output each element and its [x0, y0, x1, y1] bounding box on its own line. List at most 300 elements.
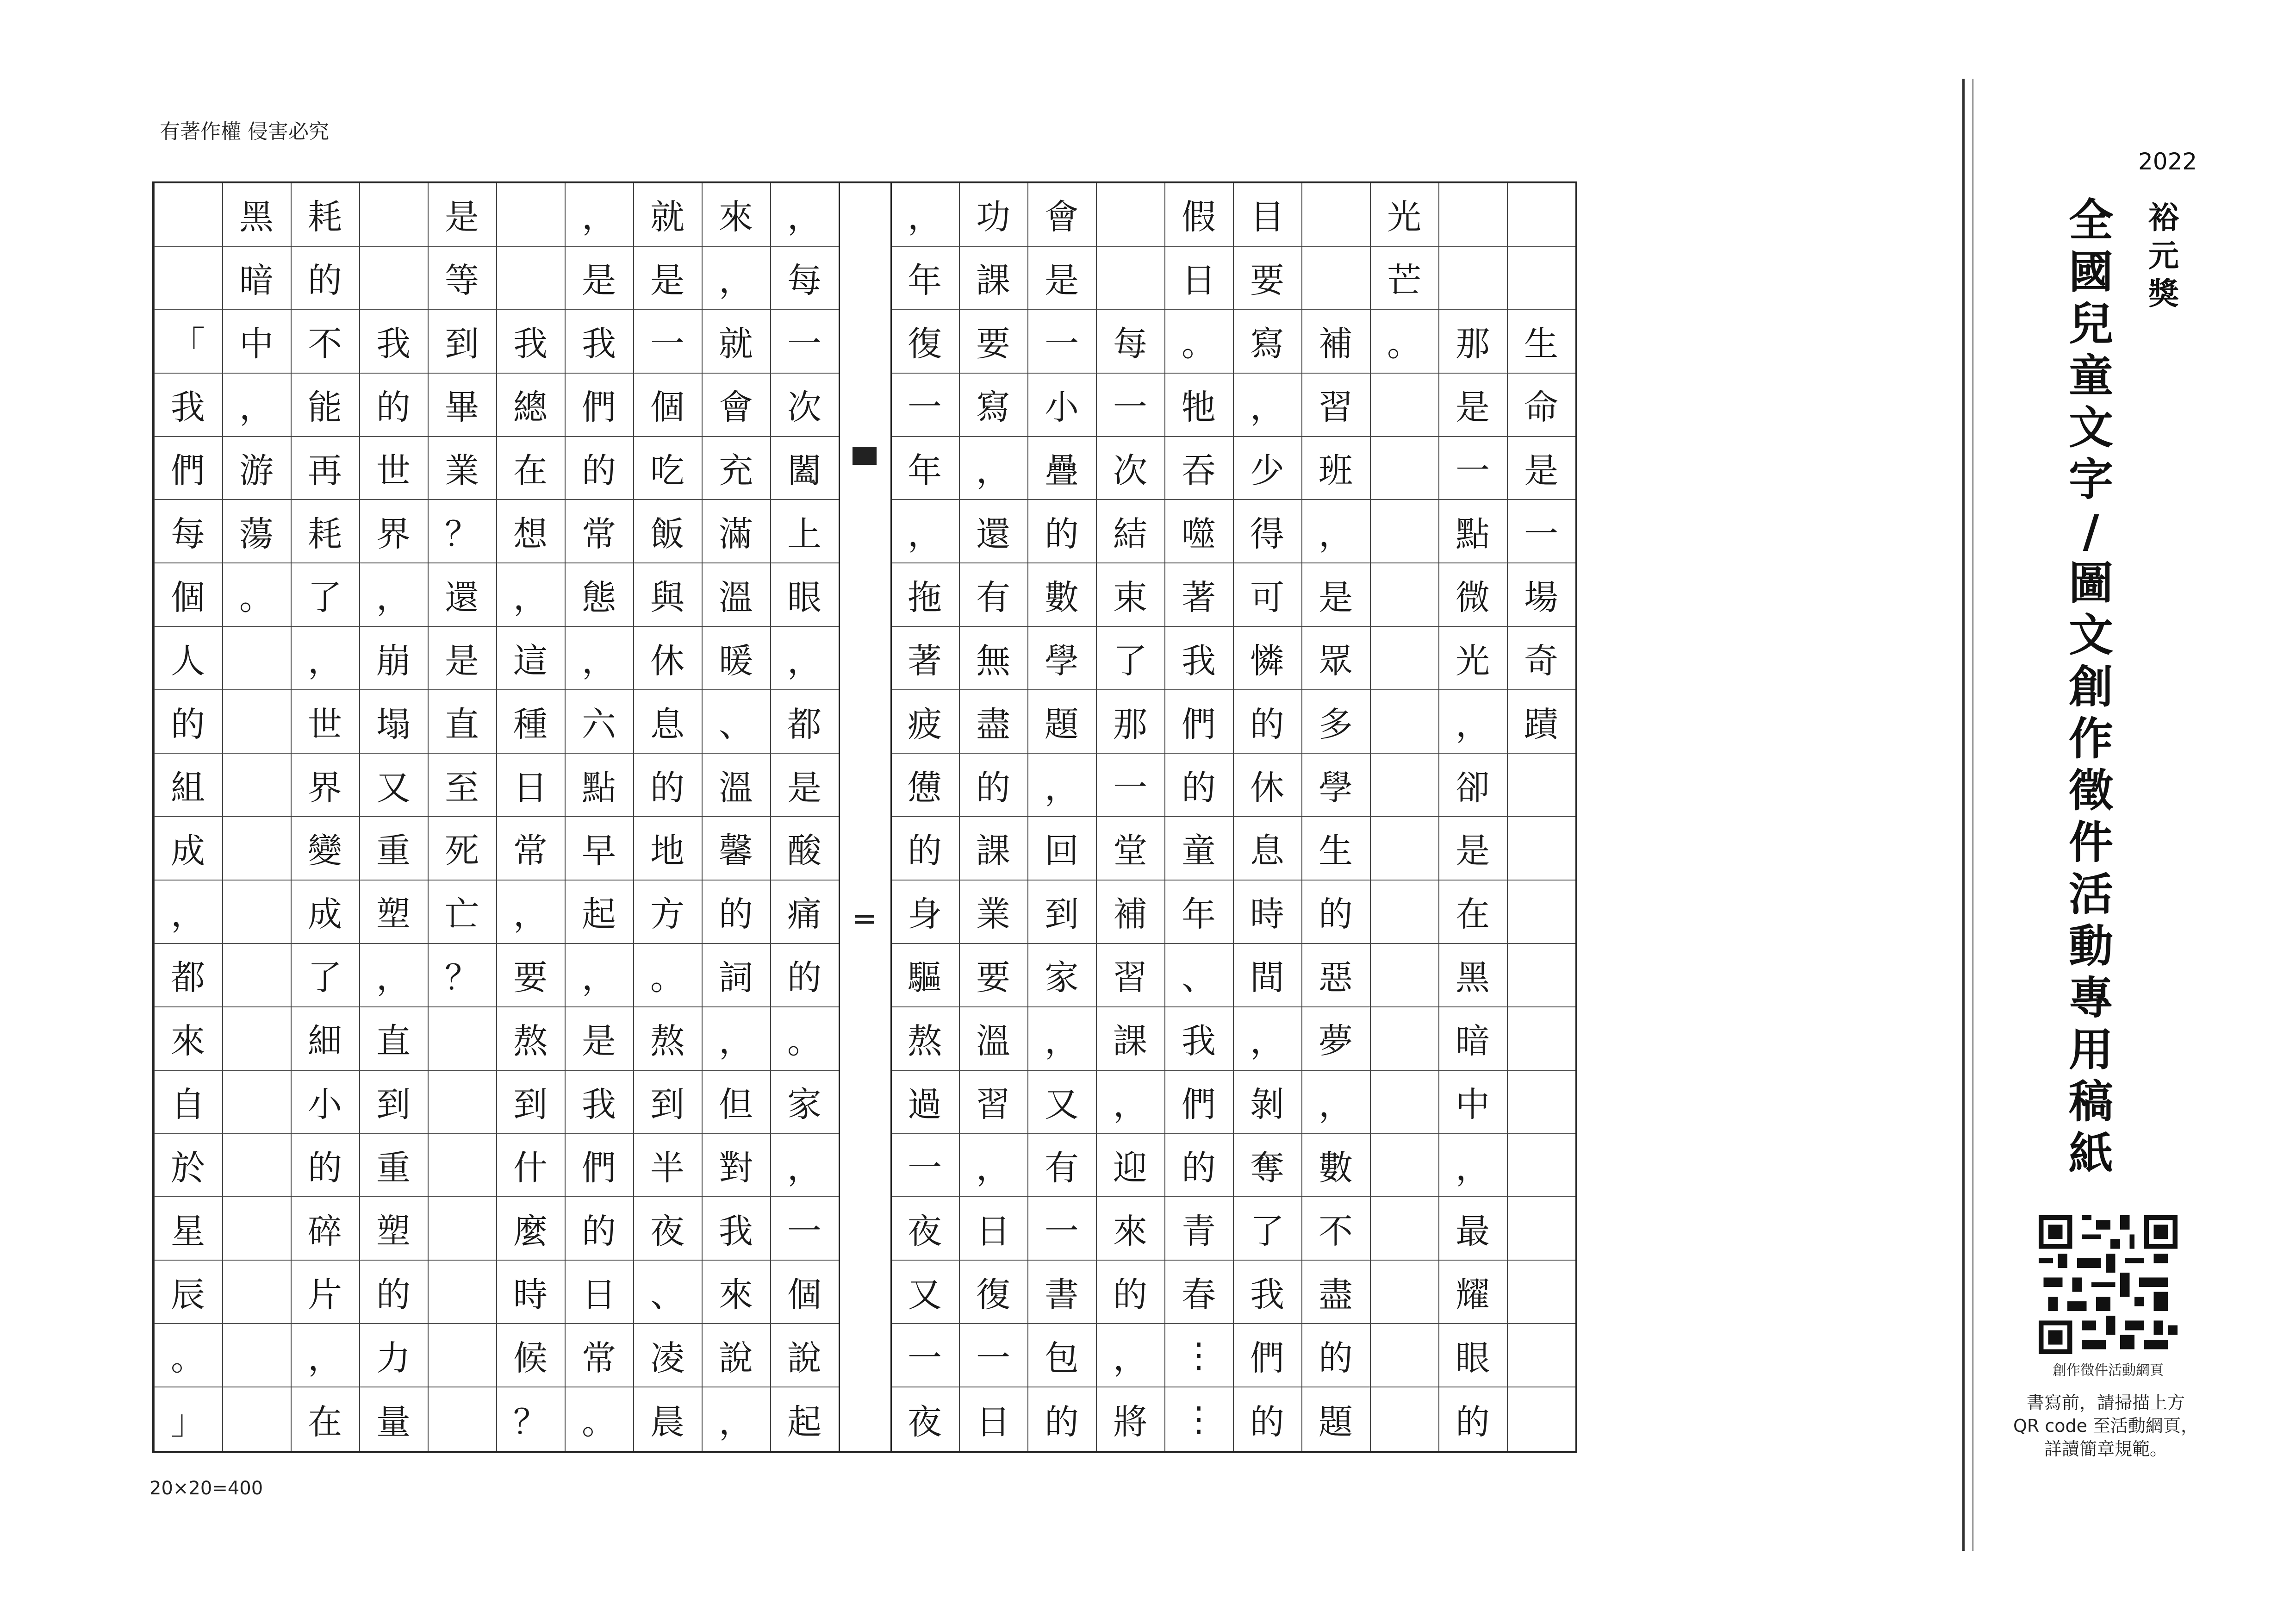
manuscript-cell: 我 — [702, 1197, 770, 1261]
manuscript-cell: 的 — [633, 754, 702, 817]
manuscript-cell — [222, 1324, 291, 1387]
manuscript-cell: 黑 — [222, 183, 291, 247]
manuscript-cell — [1507, 881, 1575, 944]
column-divider — [770, 183, 771, 1451]
manuscript-cell: 到 — [428, 310, 496, 374]
manuscript-cell: 結 — [1096, 500, 1164, 564]
manuscript-cell: 起 — [565, 881, 633, 944]
manuscript-cell: 細 — [291, 1007, 359, 1071]
manuscript-cell: 的 — [1164, 754, 1233, 817]
manuscript-cell: 了 — [291, 944, 359, 1007]
manuscript-cell: 六 — [565, 690, 633, 754]
column-divider — [1370, 183, 1371, 1451]
form-title-char: 國 — [2069, 246, 2113, 298]
manuscript-cell — [1096, 183, 1164, 247]
manuscript-cell — [1370, 374, 1438, 437]
manuscript-cell: 的 — [770, 944, 839, 1007]
manuscript-cell: ⋮ — [1164, 1324, 1233, 1387]
side-divider-line-inner — [1972, 79, 1973, 1551]
manuscript-cell — [1438, 183, 1507, 247]
manuscript-cell: 半 — [633, 1134, 702, 1198]
manuscript-cell: 了 — [1233, 1197, 1301, 1261]
manuscript-cell: 一 — [770, 1197, 839, 1261]
manuscript-cell: ， — [890, 183, 959, 247]
manuscript-cell: 是 — [428, 627, 496, 690]
manuscript-cell: 眾 — [1301, 627, 1370, 690]
manuscript-cell: 什 — [496, 1134, 565, 1198]
manuscript-cell: 是 — [1027, 247, 1096, 310]
manuscript-cell: 蹟 — [1507, 690, 1575, 754]
manuscript-cell — [154, 183, 222, 247]
manuscript-cell: 的 — [1164, 1134, 1233, 1198]
manuscript-cell: 酸 — [770, 817, 839, 881]
manuscript-cell: 還 — [428, 563, 496, 627]
manuscript-cell: 組 — [154, 754, 222, 817]
manuscript-cell: 闔 — [770, 437, 839, 500]
manuscript-cell: 班 — [1301, 437, 1370, 500]
form-title-char: 兒 — [2069, 298, 2113, 350]
manuscript-cell: 惡 — [1301, 944, 1370, 1007]
manuscript-cell: 有 — [1027, 1134, 1096, 1198]
manuscript-cell: 塑 — [359, 881, 428, 944]
manuscript-cell: 間 — [1233, 944, 1301, 1007]
column-divider — [702, 183, 703, 1451]
manuscript-cell: 能 — [291, 374, 359, 437]
manuscript-cell: 一 — [890, 374, 959, 437]
manuscript-cell: 的 — [1045, 1402, 1079, 1442]
manuscript-cell: 課 — [1096, 1007, 1164, 1071]
manuscript-cell — [1507, 1387, 1575, 1451]
manuscript-cell — [428, 1197, 496, 1261]
manuscript-cell: 小 — [1027, 374, 1096, 437]
manuscript-cell: 個 — [633, 374, 702, 437]
manuscript-cell — [1370, 1071, 1438, 1134]
form-title-char: 圖 — [2069, 557, 2113, 609]
manuscript-cell: 休 — [1233, 754, 1301, 817]
manuscript-cell — [1370, 690, 1438, 754]
manuscript-cell — [1301, 247, 1370, 310]
manuscript-cell: 課 — [959, 817, 1027, 881]
manuscript-cell — [359, 183, 428, 247]
manuscript-cell — [222, 1387, 291, 1451]
manuscript-cell: ， — [496, 881, 565, 944]
manuscript-cell: 馨 — [702, 817, 770, 881]
manuscript-cell: 的 — [291, 1134, 359, 1198]
manuscript-cell: 與 — [633, 563, 702, 627]
manuscript-cell — [1301, 183, 1370, 247]
manuscript-cell: 盡 — [959, 690, 1027, 754]
manuscript-cell: 溫 — [702, 754, 770, 817]
manuscript-cell: 迎 — [1096, 1134, 1164, 1198]
manuscript-cell: ， — [1096, 1071, 1164, 1134]
manuscript-cell: ， — [565, 183, 633, 247]
manuscript-cell: ， — [496, 563, 565, 627]
qr-code-icon[interactable] — [2039, 1215, 2178, 1354]
manuscript-cell: ， — [1027, 1007, 1096, 1071]
manuscript-cell: 場 — [1507, 563, 1575, 627]
gutter-divider — [890, 183, 892, 1451]
form-title-char: 稿 — [2069, 1076, 2113, 1128]
manuscript-cell: 是 — [1438, 817, 1507, 881]
manuscript-cell: ， — [1233, 374, 1301, 437]
manuscript-cell — [1370, 944, 1438, 1007]
manuscript-cell: 塌 — [359, 690, 428, 754]
manuscript-cell: 都 — [154, 944, 222, 1007]
manuscript-cell: 次 — [1096, 437, 1164, 500]
manuscript-cell: 目 — [1233, 183, 1301, 247]
manuscript-cell: 辰 — [154, 1261, 222, 1324]
manuscript-cell: 年 — [890, 437, 959, 500]
manuscript-cell: 夜 — [908, 1402, 942, 1442]
manuscript-cell: 還 — [959, 500, 1027, 564]
manuscript-cell: 無 — [959, 627, 1027, 690]
manuscript-cell: 常 — [565, 500, 633, 564]
manuscript-cell: 息 — [1233, 817, 1301, 881]
manuscript-cell: 想 — [496, 500, 565, 564]
manuscript-column — [1164, 183, 1233, 1451]
manuscript-cell: 到 — [496, 1071, 565, 1134]
copyright-notice: 有著作權 侵害必究 — [160, 120, 329, 144]
manuscript-cell: 、 — [702, 690, 770, 754]
manuscript-cell: 驅 — [890, 944, 959, 1007]
manuscript-cell — [1370, 1197, 1438, 1261]
manuscript-cell: 一 — [890, 1134, 959, 1198]
manuscript-cell: 的 — [1096, 1261, 1164, 1324]
manuscript-cell: 一 — [1438, 437, 1507, 500]
manuscript-cell: 是 — [428, 183, 496, 247]
manuscript-cell: ， — [359, 944, 428, 1007]
manuscript-cell: 。 — [633, 944, 702, 1007]
manuscript-cell — [428, 1134, 496, 1198]
manuscript-cell: 我 — [359, 310, 428, 374]
manuscript-cell: ， — [565, 944, 633, 1007]
manuscript-cell: 自 — [154, 1071, 222, 1134]
manuscript-cell: 總 — [496, 374, 565, 437]
manuscript-column — [1507, 183, 1575, 1451]
manuscript-cell: 眼 — [770, 563, 839, 627]
form-title-char: 童 — [2069, 350, 2113, 402]
manuscript-cell: 耗 — [291, 500, 359, 564]
manuscript-cell: 暖 — [702, 627, 770, 690]
manuscript-cell: 日 — [1164, 247, 1233, 310]
manuscript-cell — [222, 881, 291, 944]
column-divider — [1233, 183, 1234, 1451]
manuscript-cell — [1507, 183, 1575, 247]
manuscript-cell: 直 — [428, 690, 496, 754]
form-title-char: / — [2083, 506, 2099, 557]
manuscript-cell: 最 — [1438, 1197, 1507, 1261]
manuscript-cell: ， — [1233, 1007, 1301, 1071]
manuscript-cell: 過 — [890, 1071, 959, 1134]
manuscript-cell: 的 — [702, 881, 770, 944]
manuscript-cell: 就 — [633, 183, 702, 247]
manuscript-cell: 們 — [565, 374, 633, 437]
manuscript-cell: 詞 — [702, 944, 770, 1007]
manuscript-cell — [428, 1387, 496, 1451]
manuscript-cell: 一 — [1027, 1197, 1096, 1261]
manuscript-column — [1027, 183, 1096, 1451]
form-title-char: 字 — [2069, 454, 2113, 506]
manuscript-cell: 光 — [1438, 627, 1507, 690]
manuscript-cell — [1370, 627, 1438, 690]
manuscript-cell: 疊 — [1027, 437, 1096, 500]
manuscript-cell: 學 — [1027, 627, 1096, 690]
manuscript-cell: ， — [1027, 754, 1096, 817]
manuscript-cell — [1370, 1007, 1438, 1071]
manuscript-cell: 有 — [959, 563, 1027, 627]
manuscript-cell: 一 — [633, 310, 702, 374]
manuscript-cell: 夢 — [1301, 1007, 1370, 1071]
manuscript-cell: 青 — [1164, 1197, 1233, 1261]
manuscript-cell: 著 — [890, 627, 959, 690]
manuscript-cell: 世 — [359, 437, 428, 500]
manuscript-cell: 是 — [565, 1007, 633, 1071]
manuscript-cell: 束 — [1096, 563, 1164, 627]
manuscript-cell: 不 — [1301, 1197, 1370, 1261]
manuscript-cell: 微 — [1438, 563, 1507, 627]
manuscript-cell: 塑 — [359, 1197, 428, 1261]
manuscript-cell — [1370, 881, 1438, 944]
manuscript-cell: 的 — [565, 437, 633, 500]
manuscript-cell: 量 — [376, 1402, 411, 1442]
manuscript-cell: 牠 — [1164, 374, 1233, 437]
manuscript-cell: 個 — [770, 1261, 839, 1324]
manuscript-cell: 世 — [291, 690, 359, 754]
award-name-char: 獎 — [2148, 276, 2179, 312]
manuscript-cell: 這 — [496, 627, 565, 690]
manuscript-cell: 數 — [1301, 1134, 1370, 1198]
qr-caption: 創作徵件活動網頁 — [2053, 1362, 2164, 1379]
manuscript-cell: 直 — [359, 1007, 428, 1071]
manuscript-cell: 。 — [1164, 310, 1233, 374]
manuscript-cell: 飯 — [633, 500, 702, 564]
manuscript-cell: 我 — [154, 374, 222, 437]
manuscript-cell: 地 — [633, 817, 702, 881]
form-title-char: 專 — [2069, 972, 2113, 1024]
manuscript-cell: 家 — [770, 1071, 839, 1134]
gutter-divider — [839, 183, 840, 1451]
form-title-char: 創 — [2069, 661, 2113, 713]
manuscript-cell: 一 — [1507, 500, 1575, 564]
column-divider — [959, 183, 960, 1451]
manuscript-cell: 家 — [1027, 944, 1096, 1007]
manuscript-cell: 的 — [359, 1261, 428, 1324]
column-divider — [633, 183, 634, 1451]
manuscript-cell: 又 — [1027, 1071, 1096, 1134]
manuscript-cell: 點 — [565, 754, 633, 817]
manuscript-column — [359, 183, 428, 1451]
manuscript-cell — [428, 1324, 496, 1387]
manuscript-cell: ， — [702, 1007, 770, 1071]
manuscript-cell: ， — [770, 627, 839, 690]
manuscript-cell: 游 — [222, 437, 291, 500]
manuscript-cell — [1370, 1261, 1438, 1324]
manuscript-cell: 奪 — [1233, 1134, 1301, 1198]
manuscript-cell: 日 — [496, 754, 565, 817]
manuscript-cell: ， — [890, 500, 959, 564]
form-title-char: 文 — [2069, 609, 2113, 661]
manuscript-cell: 種 — [496, 690, 565, 754]
manuscript-cell: 蕩 — [222, 500, 291, 564]
manuscript-cell: 變 — [291, 817, 359, 881]
manuscript-cell — [1507, 1197, 1575, 1261]
manuscript-cell: 日 — [959, 1197, 1027, 1261]
manuscript-cell: 功 — [959, 183, 1027, 247]
grid-size-label: 20×20=400 — [149, 1478, 263, 1499]
manuscript-cell: 假 — [1164, 183, 1233, 247]
manuscript-grid — [152, 181, 1577, 1453]
manuscript-cell: 小 — [291, 1071, 359, 1134]
manuscript-cell: 來 — [1096, 1197, 1164, 1261]
manuscript-cell: 都 — [770, 690, 839, 754]
manuscript-cell: 補 — [1096, 881, 1164, 944]
column-divider — [154, 183, 155, 1451]
manuscript-cell — [496, 247, 565, 310]
manuscript-cell — [1370, 563, 1438, 627]
manuscript-cell — [428, 1261, 496, 1324]
manuscript-cell — [154, 247, 222, 310]
manuscript-cell: ， — [770, 1134, 839, 1198]
manuscript-cell: ？ — [428, 944, 496, 1007]
manuscript-cell: 噬 — [1164, 500, 1233, 564]
manuscript-cell: 到 — [1027, 881, 1096, 944]
manuscript-cell — [1370, 437, 1438, 500]
column-divider — [496, 183, 497, 1451]
manuscript-cell — [222, 754, 291, 817]
manuscript-cell: 的 — [154, 690, 222, 754]
form-title-char: 文 — [2069, 402, 2113, 454]
manuscript-cell — [1507, 1261, 1575, 1324]
manuscript-cell: 說 — [770, 1324, 839, 1387]
manuscript-column — [890, 183, 959, 1451]
manuscript-cell: 題 — [1319, 1402, 1353, 1442]
manuscript-cell: 習 — [1096, 944, 1164, 1007]
manuscript-cell: 耗 — [291, 183, 359, 247]
manuscript-cell: 常 — [565, 1324, 633, 1387]
manuscript-cell: 就 — [702, 310, 770, 374]
manuscript-cell: 成 — [154, 817, 222, 881]
award-name — [2147, 199, 2180, 313]
manuscript-cell: 習 — [1301, 374, 1370, 437]
manuscript-cell: ， — [702, 247, 770, 310]
award-name-char: 裕 — [2148, 200, 2179, 236]
manuscript-cell: 生 — [1301, 817, 1370, 881]
manuscript-cell — [1507, 1071, 1575, 1134]
manuscript-cell: 。 — [770, 1007, 839, 1071]
gutter-marker: = — [852, 901, 877, 937]
manuscript-cell: 中 — [222, 310, 291, 374]
manuscript-cell: 滿 — [702, 500, 770, 564]
manuscript-cell: 暗 — [1438, 1007, 1507, 1071]
manuscript-cell: 將 — [1113, 1402, 1147, 1442]
manuscript-cell: 回 — [1027, 817, 1096, 881]
manuscript-cell — [1370, 754, 1438, 817]
qr-instructions-line: 書寫前，請掃描上方 — [2026, 1393, 2185, 1413]
manuscript-cell: 的 — [291, 247, 359, 310]
manuscript-cell: 身 — [890, 881, 959, 944]
manuscript-cell — [222, 1007, 291, 1071]
manuscript-cell: 我 — [1233, 1261, 1301, 1324]
manuscript-cell: 成 — [291, 881, 359, 944]
manuscript-cell: 麼 — [496, 1197, 565, 1261]
manuscript-cell — [222, 1197, 291, 1261]
manuscript-cell: 著 — [1164, 563, 1233, 627]
manuscript-cell: 界 — [291, 754, 359, 817]
manuscript-cell: 上 — [770, 500, 839, 564]
manuscript-cell: 了 — [1096, 627, 1164, 690]
manuscript-cell: 重 — [359, 817, 428, 881]
manuscript-cell: 補 — [1301, 310, 1370, 374]
manuscript-column — [633, 183, 702, 1451]
manuscript-column — [428, 183, 496, 1451]
manuscript-cell: 命 — [1507, 374, 1575, 437]
qr-instructions-line: QR code 至活動網頁， — [2013, 1416, 2199, 1436]
manuscript-cell: 的 — [1250, 1402, 1284, 1442]
manuscript-cell: 、 — [633, 1261, 702, 1324]
side-divider-line — [1962, 79, 1965, 1551]
manuscript-cell — [428, 1007, 496, 1071]
manuscript-column — [1438, 183, 1507, 1451]
manuscript-cell: 個 — [154, 563, 222, 627]
manuscript-cell — [1507, 944, 1575, 1007]
manuscript-cell — [222, 1261, 291, 1324]
manuscript-cell: 要 — [496, 944, 565, 1007]
manuscript-cell — [1370, 1134, 1438, 1198]
manuscript-cell: 是 — [770, 754, 839, 817]
manuscript-column — [770, 183, 839, 1451]
manuscript-cell: 的 — [565, 1197, 633, 1261]
manuscript-cell: 溫 — [959, 1007, 1027, 1071]
manuscript-cell: 每 — [770, 247, 839, 310]
manuscript-cell: 態 — [565, 563, 633, 627]
manuscript-cell — [1096, 247, 1164, 310]
manuscript-cell: 溫 — [702, 563, 770, 627]
manuscript-cell: 死 — [428, 817, 496, 881]
manuscript-cell: ， — [222, 374, 291, 437]
manuscript-cell: 人 — [154, 627, 222, 690]
manuscript-cell: 的 — [1456, 1402, 1490, 1442]
manuscript-cell — [1370, 1324, 1438, 1387]
manuscript-cell: 早 — [565, 817, 633, 881]
manuscript-cell: 會 — [1027, 183, 1096, 247]
manuscript-cell: 我 — [565, 1071, 633, 1134]
manuscript-cell — [1370, 817, 1438, 881]
manuscript-cell: 堂 — [1096, 817, 1164, 881]
form-title-char: 件 — [2069, 817, 2113, 868]
manuscript-cell — [1507, 1134, 1575, 1198]
manuscript-cell: ， — [1096, 1324, 1164, 1387]
manuscript-cell: ， — [154, 881, 222, 944]
manuscript-cell: 一 — [770, 310, 839, 374]
manuscript-cell: 剝 — [1233, 1071, 1301, 1134]
manuscript-cell: ， — [959, 1134, 1027, 1198]
manuscript-cell: 們 — [1164, 690, 1233, 754]
manuscript-cell: ， — [770, 183, 839, 247]
manuscript-cell: 再 — [291, 437, 359, 500]
manuscript-cell: 寫 — [959, 374, 1027, 437]
manuscript-cell: 。 — [582, 1402, 616, 1442]
manuscript-cell — [1507, 247, 1575, 310]
manuscript-cell: 、 — [1164, 944, 1233, 1007]
manuscript-cell: 次 — [770, 374, 839, 437]
manuscript-cell: 習 — [959, 1071, 1027, 1134]
manuscript-cell — [496, 183, 565, 247]
manuscript-cell: 卻 — [1438, 754, 1507, 817]
form-title-char: 用 — [2069, 1024, 2113, 1076]
manuscript-cell: 學 — [1301, 754, 1370, 817]
manuscript-cell: 光 — [1370, 183, 1438, 247]
manuscript-cell: 日 — [976, 1402, 1010, 1442]
